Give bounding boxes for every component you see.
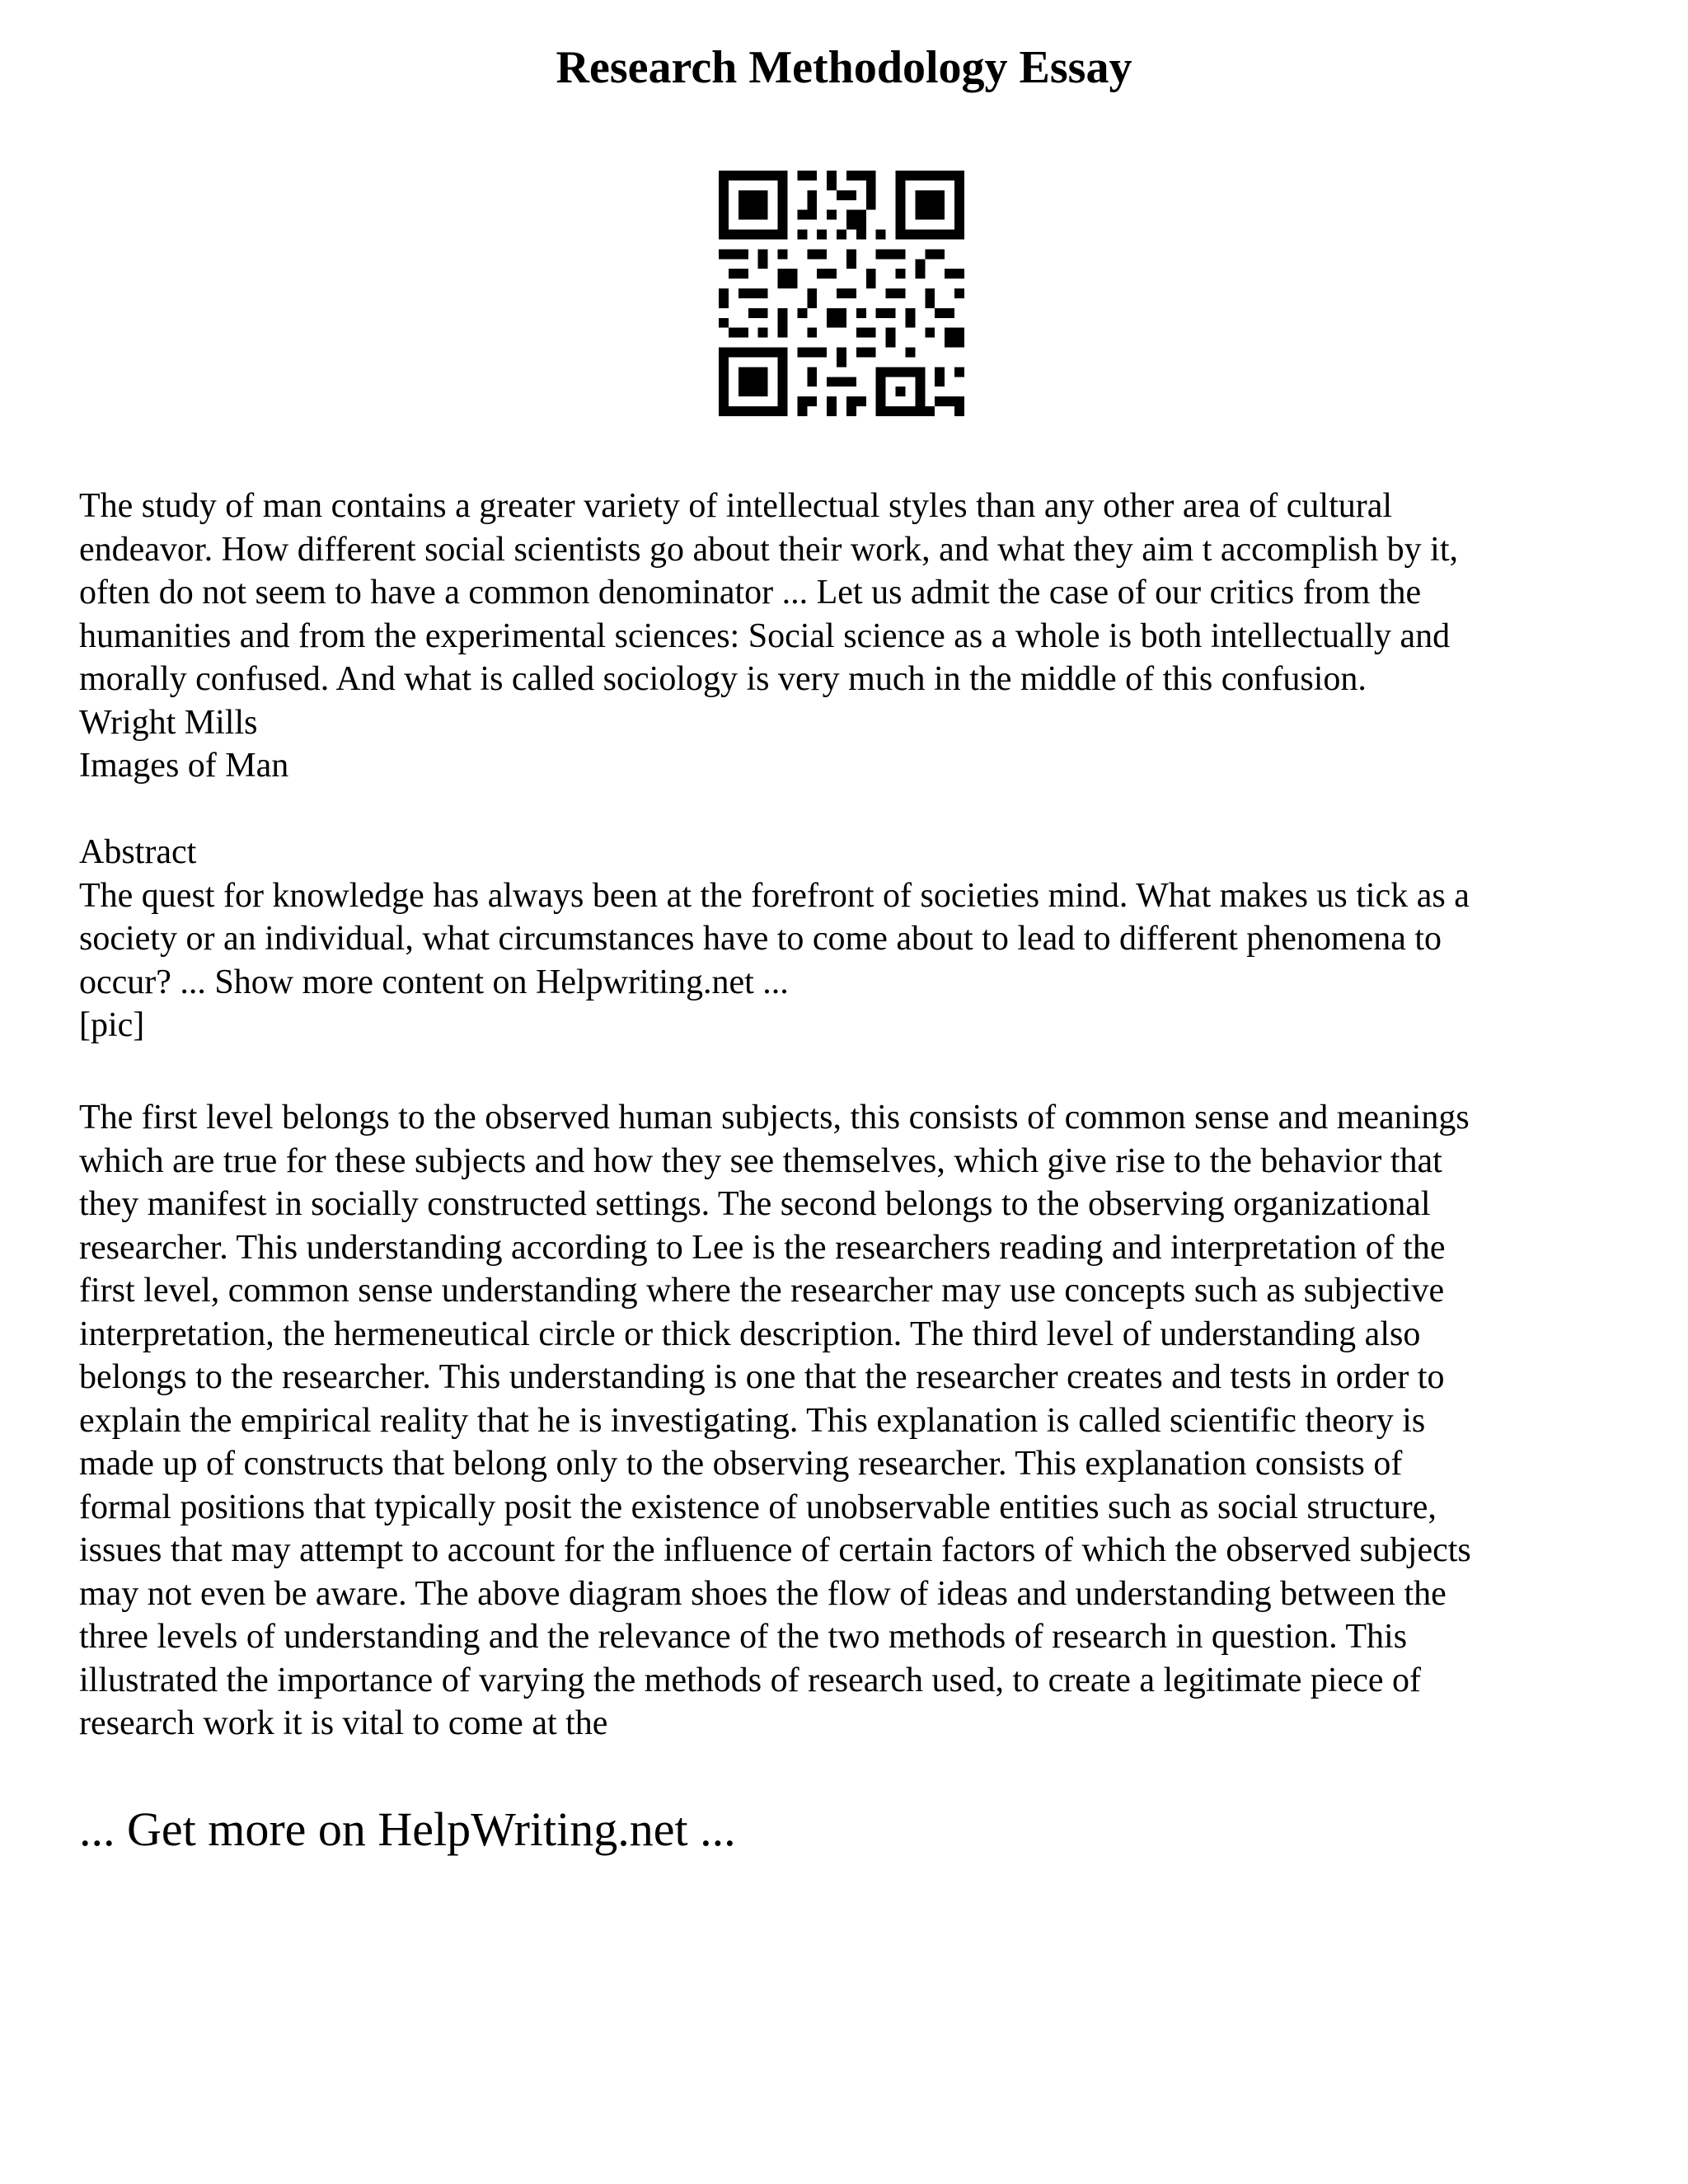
body-line: explain the empirical reality that he is investigating. This explanation is called scientific theory is [79, 1401, 1426, 1440]
body-line: three levels of understanding and the relevance of the two methods of research in question. This [79, 1618, 1408, 1656]
body-line: they manifest in socially constructed settings. The second belongs to the observing organizational [79, 1185, 1431, 1223]
quote-line: The study of man contains a greater variety of intellectual styles than any other area of cultural [79, 487, 1393, 525]
abstract-line: occur? ... Show more content on Helpwriting.net ... [79, 963, 789, 1001]
body-line: may not even be aware. The above diagram shoes the flow of ideas and understanding between the [79, 1574, 1447, 1613]
body-line: made up of constructs that belong only to the observing researcher. This explanation consists of [79, 1445, 1403, 1483]
abstract-line: society or an individual, what circumstances have to come about to lead to different phenomena to [79, 920, 1442, 958]
epigraph-quote [79, 485, 1620, 788]
body-line: The first level belongs to the observed human subjects, this consists of common sense and meanings [79, 1099, 1470, 1137]
body-line: formal positions that typically posit the existence of unobservable entities such as social structure, [79, 1488, 1437, 1526]
body-line: researcher. This understanding according to Lee is the researchers reading and interpretation of the [79, 1228, 1446, 1267]
body-line: first level, common sense understanding where the researcher may use concepts such as subjective [79, 1272, 1445, 1310]
get-more-link[interactable]: ... Get more on HelpWriting.net ... [79, 1802, 736, 1856]
body-line: interpretation, the hermeneutical circle or thick description. The third level of understanding also [79, 1315, 1421, 1353]
quote-author: Wright Mills [79, 703, 258, 742]
page-title: Research Methodology Essay [556, 42, 1132, 93]
abstract-section [79, 831, 1620, 1047]
quote-line: often do not seem to have a common denominator ... Let us admit the case of our critics from the [79, 574, 1422, 612]
abstract-heading: Abstract [79, 833, 197, 871]
abstract-line: The quest for knowledge has always been at the forefront of societies mind. What makes us tick as a [79, 876, 1470, 915]
qr-code-icon [719, 171, 964, 416]
quote-source: Images of Man [79, 747, 289, 785]
body-line: illustrated the importance of varying the methods of research used, to create a legitimate piece of [79, 1661, 1422, 1699]
body-line: research work it is vital to come at the [79, 1704, 608, 1742]
body-line: belongs to the researcher. This understanding is one that the researcher creates and tests in order to [79, 1358, 1445, 1396]
body-line: issues that may attempt to account for the influence of certain factors of which the observed subjects [79, 1531, 1471, 1569]
body-line: which are true for these subjects and how they see themselves, which give rise to the behavior that [79, 1141, 1442, 1180]
quote-line: endeavor. How different social scientists go about their work, and what they aim t accomplish by it, [79, 530, 1458, 569]
pic-placeholder: [pic] [79, 1006, 145, 1044]
body-paragraph [79, 1096, 1620, 1746]
quote-line: humanities and from the experimental sciences: Social science as a whole is both intellectually and [79, 616, 1451, 655]
quote-line: morally confused. And what is called sociology is very much in the middle of this confusion. [79, 660, 1367, 698]
